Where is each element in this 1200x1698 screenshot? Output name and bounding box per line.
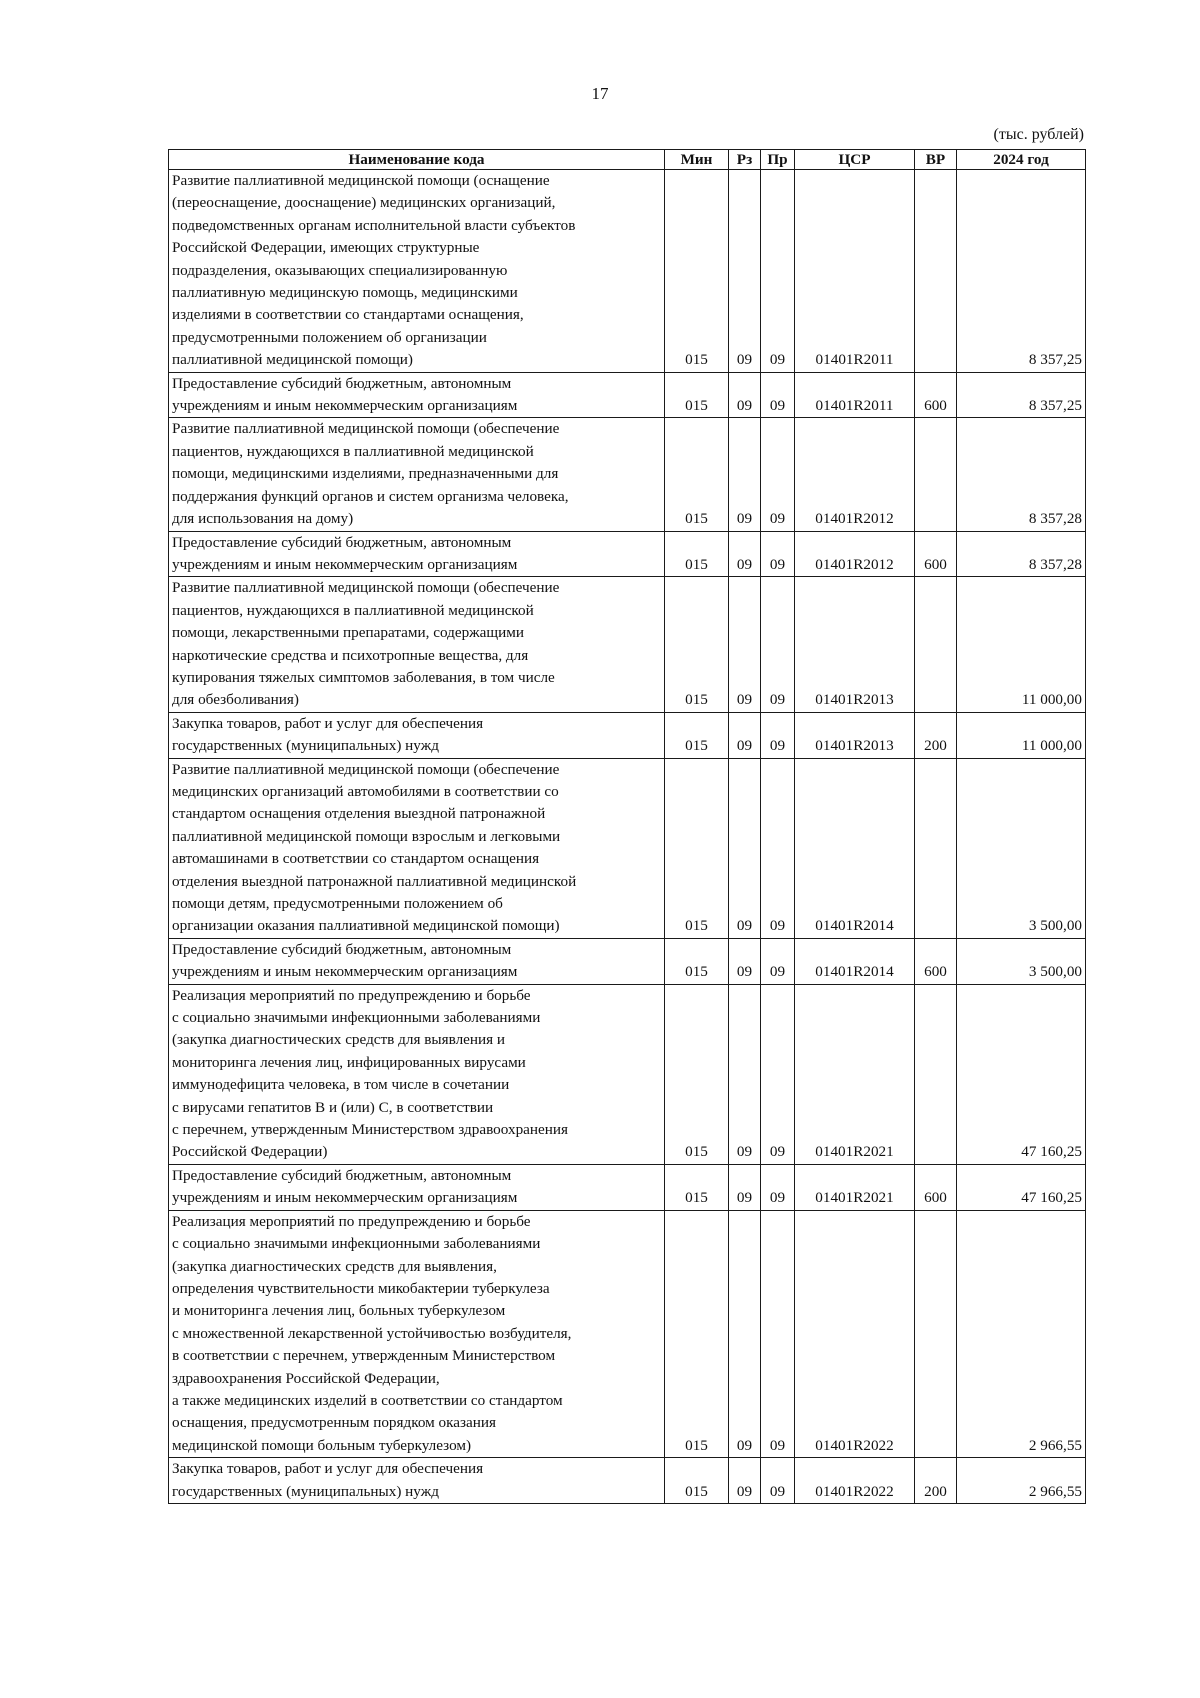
table-row bbox=[169, 372, 1086, 418]
table-header bbox=[169, 150, 1086, 170]
cell-vr bbox=[915, 1210, 957, 1457]
cell-rz: 09 bbox=[729, 418, 761, 531]
cell-vr: 600 bbox=[915, 531, 957, 577]
cell-name bbox=[169, 1458, 665, 1504]
row-name-text: Предоставление субсидий бюджетным, автономным учреждениям и иным некоммерческим организациям bbox=[172, 940, 518, 981]
cell-csr: 01401R2021 bbox=[795, 984, 915, 1164]
column-header-rz: Рз bbox=[729, 150, 761, 170]
row-name-text: Закупка товаров, работ и услуг для обеспечения государственных (муниципальных) нужд bbox=[172, 1460, 484, 1500]
page-number: 17 bbox=[591, 84, 609, 103]
cell-vr: 600 bbox=[915, 1164, 957, 1210]
row-name-text: Предоставление субсидий бюджетным, автономным учреждениям и иным некоммерческим организациям bbox=[172, 374, 518, 415]
cell-name bbox=[169, 938, 665, 984]
cell-min: 015 bbox=[665, 1164, 729, 1210]
row-name-text: Развитие паллиативной медицинской помощи (обеспечение пациентов, нуждающихся в паллиативной медицинской помощи, медицинскими изделиями, предназначенными для поддержания функций органов и систем организма человека, для использования на дому) bbox=[172, 420, 569, 528]
column-header-vr: ВР bbox=[915, 150, 957, 170]
cell-csr: 01401R2014 bbox=[795, 758, 915, 938]
cell-amount: 2 966,55 bbox=[957, 1210, 1086, 1457]
cell-rz: 09 bbox=[729, 984, 761, 1164]
table-row bbox=[169, 1458, 1086, 1504]
table-row bbox=[169, 938, 1086, 984]
cell-name bbox=[169, 1164, 665, 1210]
cell-pr: 09 bbox=[761, 938, 795, 984]
cell-rz: 09 bbox=[729, 758, 761, 938]
table-row bbox=[169, 758, 1086, 938]
cell-min: 015 bbox=[665, 418, 729, 531]
cell-pr: 09 bbox=[761, 1458, 795, 1504]
cell-min: 015 bbox=[665, 758, 729, 938]
cell-csr: 01401R2013 bbox=[795, 577, 915, 712]
column-header-name: Наименование кода bbox=[169, 150, 665, 170]
cell-csr: 01401R2021 bbox=[795, 1164, 915, 1210]
cell-csr: 01401R2012 bbox=[795, 531, 915, 577]
cell-min: 015 bbox=[665, 712, 729, 758]
cell-pr: 09 bbox=[761, 372, 795, 418]
cell-pr: 09 bbox=[761, 577, 795, 712]
cell-min: 015 bbox=[665, 1458, 729, 1504]
cell-pr: 09 bbox=[761, 1210, 795, 1457]
row-name-text: Реализация мероприятий по предупреждению и борьбе с социально значимыми инфекционными заболеваниями (закупка диагностических средств для выявления, определения чувствительности микобактерии туберкулеза и мониторинга лечения лиц, больных туберкулезом с множественной лекарственной устойчивостью возбудителя, в соответствии с перечнем, утвержденным Министерством здравоохранения Российской Федерации, а также медицинских изделий в соответствии со стандартом оснащения, предусмотренным порядком оказания медицинской помощи больным туберкулезом) bbox=[172, 1212, 572, 1454]
column-header-year: 2024 год bbox=[957, 150, 1086, 170]
column-header-min: Мин bbox=[665, 150, 729, 170]
table-row bbox=[169, 984, 1086, 1164]
row-name-text: Развитие паллиативной медицинской помощи (оснащение (переоснащение, дооснащение) медицинских организаций, подведомственных органам исполнительной власти субъектов Российской Федерации, имеющих структурные подразделения, оказывающих специализированную паллиативную медицинскую помощь, медицинскими изделиями в соответствии со стандартами оснащения, предусмотренными положением об организации паллиативной медицинской помощи) bbox=[172, 172, 576, 369]
cell-vr bbox=[915, 758, 957, 938]
cell-min: 015 bbox=[665, 372, 729, 418]
row-name-text: Развитие паллиативной медицинской помощи (обеспечение медицинских организаций автомобилями в соответствии со стандартом оснащения отделения выездной патронажной паллиативной медицинской помощи взрослым и легковыми автомашинами в соответствии со стандартом оснащения отделения выездной патронажной паллиативной медицинской помощи детям, предусмотренными положением об организации оказания паллиативной медицинской помощи) bbox=[172, 760, 577, 935]
cell-csr: 01401R2011 bbox=[795, 372, 915, 418]
cell-rz: 09 bbox=[729, 372, 761, 418]
cell-min: 015 bbox=[665, 531, 729, 577]
column-header-csr: ЦСР bbox=[795, 150, 915, 170]
cell-name bbox=[169, 1210, 665, 1457]
cell-amount: 8 357,28 bbox=[957, 418, 1086, 531]
cell-pr: 09 bbox=[761, 531, 795, 577]
units-label: (тыс. рублей) bbox=[993, 126, 1084, 143]
cell-min: 015 bbox=[665, 938, 729, 984]
cell-amount: 8 357,25 bbox=[957, 170, 1086, 373]
cell-name bbox=[169, 372, 665, 418]
cell-min: 015 bbox=[665, 170, 729, 373]
cell-csr: 01401R2012 bbox=[795, 418, 915, 531]
cell-pr: 09 bbox=[761, 170, 795, 373]
cell-pr: 09 bbox=[761, 758, 795, 938]
cell-rz: 09 bbox=[729, 1164, 761, 1210]
cell-vr bbox=[915, 577, 957, 712]
row-name-text: Развитие паллиативной медицинской помощи (обеспечение пациентов, нуждающихся в паллиативной медицинской помощи, лекарственными препаратами, содержащими наркотические средства и психотропные вещества, для купирования тяжелых симптомов заболевания, в том числе для обезболивания) bbox=[172, 579, 560, 709]
cell-vr: 600 bbox=[915, 372, 957, 418]
cell-name bbox=[169, 984, 665, 1164]
table-row bbox=[169, 1210, 1086, 1457]
row-name-text: Реализация мероприятий по предупреждению и борьбе с социально значимыми инфекционными заболеваниями (закупка диагностических средств для выявления и мониторинга лечения лиц, инфицированных вирусами иммунодефицита человека, в том числе в сочетании с вирусами гепатитов В и (или) С, в соответствии с перечнем, утвержденным Министерством здравоохранения Российской Федерации) bbox=[172, 986, 569, 1161]
cell-vr: 200 bbox=[915, 712, 957, 758]
cell-csr: 01401R2013 bbox=[795, 712, 915, 758]
table-body bbox=[169, 170, 1086, 1504]
cell-amount: 11 000,00 bbox=[957, 577, 1086, 712]
table-row bbox=[169, 170, 1086, 373]
cell-pr: 09 bbox=[761, 984, 795, 1164]
cell-vr: 200 bbox=[915, 1458, 957, 1504]
cell-csr: 01401R2022 bbox=[795, 1210, 915, 1457]
cell-name bbox=[169, 712, 665, 758]
row-name-text: Предоставление субсидий бюджетным, автономным учреждениям и иным некоммерческим организациям bbox=[172, 1166, 518, 1207]
column-header-pr: Пр bbox=[761, 150, 795, 170]
row-name-text: Предоставление субсидий бюджетным, автономным учреждениям и иным некоммерческим организациям bbox=[172, 533, 518, 573]
cell-name bbox=[169, 418, 665, 531]
cell-vr bbox=[915, 170, 957, 373]
cell-name bbox=[169, 577, 665, 712]
cell-pr: 09 bbox=[761, 712, 795, 758]
cell-name bbox=[169, 531, 665, 577]
cell-rz: 09 bbox=[729, 1458, 761, 1504]
cell-amount: 3 500,00 bbox=[957, 938, 1086, 984]
cell-rz: 09 bbox=[729, 170, 761, 373]
cell-amount: 8 357,25 bbox=[957, 372, 1086, 418]
cell-amount: 3 500,00 bbox=[957, 758, 1086, 938]
cell-rz: 09 bbox=[729, 577, 761, 712]
cell-amount: 11 000,00 bbox=[957, 712, 1086, 758]
cell-min: 015 bbox=[665, 984, 729, 1164]
cell-rz: 09 bbox=[729, 531, 761, 577]
cell-name bbox=[169, 758, 665, 938]
row-name-text: Закупка товаров, работ и услуг для обеспечения государственных (муниципальных) нужд bbox=[172, 714, 484, 755]
cell-min: 015 bbox=[665, 1210, 729, 1457]
cell-rz: 09 bbox=[729, 712, 761, 758]
cell-csr: 01401R2014 bbox=[795, 938, 915, 984]
cell-vr: 600 bbox=[915, 938, 957, 984]
cell-pr: 09 bbox=[761, 418, 795, 531]
cell-vr bbox=[915, 418, 957, 531]
cell-csr: 01401R2022 bbox=[795, 1458, 915, 1504]
budget-table bbox=[168, 149, 1086, 1504]
cell-csr: 01401R2011 bbox=[795, 170, 915, 373]
table-row bbox=[169, 531, 1086, 577]
cell-rz: 09 bbox=[729, 938, 761, 984]
cell-amount: 2 966,55 bbox=[957, 1458, 1086, 1504]
cell-name bbox=[169, 170, 665, 373]
table-row bbox=[169, 418, 1086, 531]
cell-amount: 47 160,25 bbox=[957, 1164, 1086, 1210]
table-row bbox=[169, 1164, 1086, 1210]
cell-rz: 09 bbox=[729, 1210, 761, 1457]
cell-vr bbox=[915, 984, 957, 1164]
table-row bbox=[169, 712, 1086, 758]
table-row bbox=[169, 577, 1086, 712]
cell-min: 015 bbox=[665, 577, 729, 712]
cell-pr: 09 bbox=[761, 1164, 795, 1210]
cell-amount: 47 160,25 bbox=[957, 984, 1086, 1164]
cell-amount: 8 357,28 bbox=[957, 531, 1086, 577]
